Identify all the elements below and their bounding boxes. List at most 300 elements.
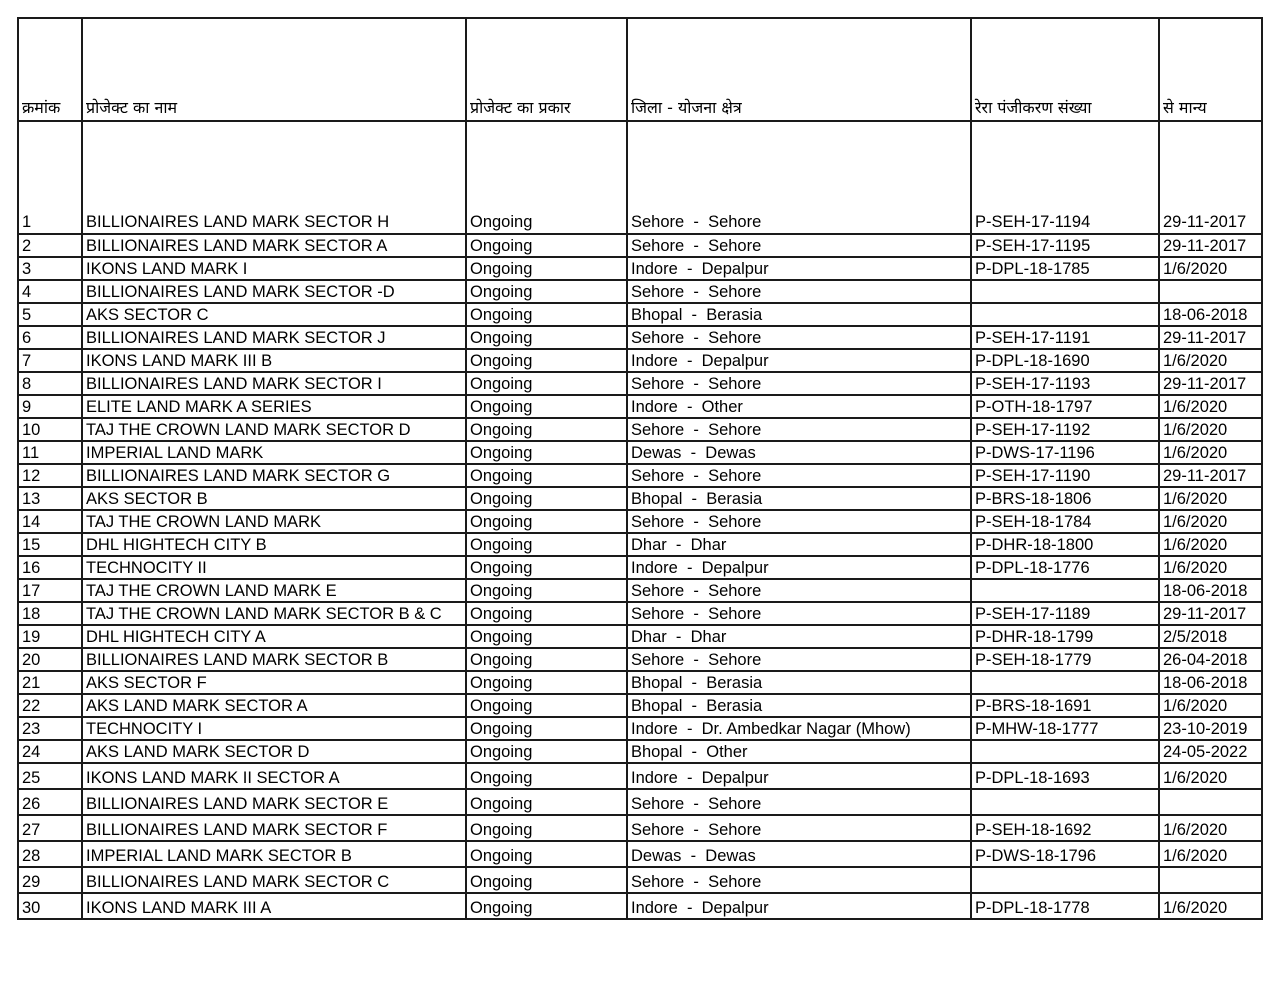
planning-area-name: Sehore (708, 513, 762, 531)
header-row (18, 18, 1262, 121)
cell-project-name: BILLIONAIRES LAND MARK SECTOR B (82, 648, 466, 671)
cell-valid-from: 29-11-2017 (1159, 234, 1262, 257)
table-row (18, 717, 1262, 740)
district-separator: - (666, 628, 691, 646)
district-name: Indore (631, 769, 678, 787)
planning-area-name: Depalpur (701, 769, 769, 787)
cell-district-area (627, 893, 971, 919)
table-row (18, 789, 1262, 815)
cell-rera-number: P-SEH-17-1193 (971, 372, 1159, 395)
cell-serial-no: 13 (18, 487, 82, 510)
district-separator: - (677, 398, 702, 416)
cell-valid-from: 1/6/2020 (1159, 533, 1262, 556)
district-separator: - (684, 821, 709, 839)
table-row (18, 510, 1262, 533)
cell-project-type: Ongoing (466, 418, 627, 441)
district-separator: - (677, 260, 702, 278)
cell-rera-number: P-MHW-18-1777 (971, 717, 1159, 740)
district-name: Bhopal (631, 743, 683, 761)
cell-rera-number: P-SEH-17-1192 (971, 418, 1159, 441)
planning-area-name: Sehore (708, 375, 762, 393)
cell-serial-no: 26 (18, 789, 82, 815)
cell-rera-number: P-SEH-17-1191 (971, 326, 1159, 349)
cell-rera-number (971, 579, 1159, 602)
cell-project-name: TAJ THE CROWN LAND MARK (82, 510, 466, 533)
cell-serial-no: 20 (18, 648, 82, 671)
district-name: Bhopal (631, 306, 683, 324)
table-row (18, 579, 1262, 602)
district-name: Sehore (631, 237, 685, 255)
cell-project-name: TAJ THE CROWN LAND MARK SECTOR D (82, 418, 466, 441)
cell-district-area (627, 789, 971, 815)
district-name: Sehore (631, 375, 685, 393)
cell-project-type: Ongoing (466, 280, 627, 303)
cell-project-type: Ongoing (466, 441, 627, 464)
cell-serial-no: 14 (18, 510, 82, 533)
district-separator: - (677, 352, 702, 370)
planning-area-name: Dewas (705, 444, 756, 462)
district-separator: - (682, 697, 707, 715)
district-name: Sehore (631, 582, 685, 600)
planning-area-name: Sehore (708, 467, 762, 485)
district-name: Sehore (631, 329, 685, 347)
header-project-type: प्रोजेक्ट का प्रकार (466, 18, 627, 121)
cell-valid-from: 1/6/2020 (1159, 395, 1262, 418)
table-row (18, 740, 1262, 763)
district-separator: - (684, 421, 709, 439)
cell-project-type: Ongoing (466, 893, 627, 919)
planning-area-name: Sehore (708, 582, 762, 600)
planning-area-name: Depalpur (701, 352, 769, 370)
planning-area-name: Berasia (706, 490, 763, 508)
cell-serial-no: 9 (18, 395, 82, 418)
cell-project-name: TAJ THE CROWN LAND MARK SECTOR B & C (82, 602, 466, 625)
district-separator: - (677, 720, 702, 738)
district-separator: - (684, 375, 709, 393)
cell-serial-no: 7 (18, 349, 82, 372)
cell-project-name: ELITE LAND MARK A SERIES (82, 395, 466, 418)
district-separator: - (684, 513, 709, 531)
cell-serial-no: 3 (18, 257, 82, 280)
planning-area-name: Other (701, 398, 743, 416)
cell-rera-number: P-SEH-17-1189 (971, 602, 1159, 625)
cell-project-type: Ongoing (466, 234, 627, 257)
header-district-area: जिला - योजना क्षेत्र (627, 18, 971, 121)
cell-valid-from: 1/6/2020 (1159, 441, 1262, 464)
cell-valid-from: 1/6/2020 (1159, 694, 1262, 717)
cell-serial-no: 16 (18, 556, 82, 579)
table-row (18, 121, 1262, 234)
cell-district-area (627, 464, 971, 487)
cell-project-type: Ongoing (466, 579, 627, 602)
cell-district-area (627, 717, 971, 740)
cell-serial-no: 5 (18, 303, 82, 326)
cell-project-name: IKONS LAND MARK III B (82, 349, 466, 372)
cell-serial-no: 1 (18, 121, 82, 234)
cell-valid-from: 18-06-2018 (1159, 303, 1262, 326)
cell-rera-number: P-DHR-18-1800 (971, 533, 1159, 556)
table-row (18, 694, 1262, 717)
cell-valid-from: 29-11-2017 (1159, 121, 1262, 234)
planning-area-name: Depalpur (701, 260, 769, 278)
cell-project-type: Ongoing (466, 602, 627, 625)
cell-project-type: Ongoing (466, 815, 627, 841)
cell-serial-no: 29 (18, 867, 82, 893)
cell-serial-no: 10 (18, 418, 82, 441)
district-separator: - (666, 536, 691, 554)
district-name: Indore (631, 398, 678, 416)
cell-project-name: IKONS LAND MARK III A (82, 893, 466, 919)
cell-district-area (627, 579, 971, 602)
cell-district-area (627, 418, 971, 441)
cell-project-type: Ongoing (466, 556, 627, 579)
cell-rera-number: P-DPL-18-1693 (971, 763, 1159, 789)
district-name: Indore (631, 352, 678, 370)
cell-project-name: TAJ THE CROWN LAND MARK E (82, 579, 466, 602)
cell-rera-number: P-DPL-18-1690 (971, 349, 1159, 372)
header-serial-no: क्रमांक (18, 18, 82, 121)
district-name: Sehore (631, 421, 685, 439)
cell-valid-from (1159, 280, 1262, 303)
cell-rera-number: P-SEH-18-1779 (971, 648, 1159, 671)
cell-serial-no: 8 (18, 372, 82, 395)
cell-project-name: IMPERIAL LAND MARK (82, 441, 466, 464)
table-row (18, 763, 1262, 789)
district-name: Dhar (631, 628, 667, 646)
cell-valid-from: 1/6/2020 (1159, 841, 1262, 867)
planning-area-name: Sehore (708, 283, 762, 301)
planning-area-name: Sehore (708, 795, 762, 813)
cell-rera-number (971, 789, 1159, 815)
cell-district-area (627, 280, 971, 303)
planning-area-name: Sehore (708, 873, 762, 891)
district-name: Dhar (631, 536, 667, 554)
cell-project-type: Ongoing (466, 349, 627, 372)
table-row (18, 815, 1262, 841)
cell-rera-number: P-BRS-18-1806 (971, 487, 1159, 510)
cell-serial-no: 6 (18, 326, 82, 349)
cell-project-name: BILLIONAIRES LAND MARK SECTOR -D (82, 280, 466, 303)
table-row (18, 257, 1262, 280)
cell-serial-no: 12 (18, 464, 82, 487)
cell-valid-from: 23-10-2019 (1159, 717, 1262, 740)
cell-project-name: IKONS LAND MARK I (82, 257, 466, 280)
district-name: Sehore (631, 513, 685, 531)
cell-valid-from (1159, 867, 1262, 893)
district-separator: - (682, 743, 707, 761)
district-name: Indore (631, 559, 678, 577)
cell-district-area (627, 349, 971, 372)
table-row (18, 280, 1262, 303)
cell-rera-number (971, 740, 1159, 763)
cell-rera-number: P-DPL-18-1776 (971, 556, 1159, 579)
cell-project-type: Ongoing (466, 303, 627, 326)
cell-project-type: Ongoing (466, 257, 627, 280)
cell-project-name: AKS SECTOR F (82, 671, 466, 694)
cell-rera-number (971, 867, 1159, 893)
district-name: Sehore (631, 651, 685, 669)
cell-valid-from: 26-04-2018 (1159, 648, 1262, 671)
cell-serial-no: 11 (18, 441, 82, 464)
cell-valid-from: 1/6/2020 (1159, 556, 1262, 579)
cell-serial-no: 25 (18, 763, 82, 789)
cell-valid-from: 1/6/2020 (1159, 510, 1262, 533)
table-row (18, 349, 1262, 372)
cell-project-name: IMPERIAL LAND MARK SECTOR B (82, 841, 466, 867)
district-separator: - (682, 674, 707, 692)
district-name: Sehore (631, 467, 685, 485)
table-row (18, 441, 1262, 464)
table-row (18, 303, 1262, 326)
cell-rera-number: P-SEH-17-1195 (971, 234, 1159, 257)
cell-serial-no: 18 (18, 602, 82, 625)
cell-rera-number: P-DWS-17-1196 (971, 441, 1159, 464)
cell-valid-from: 29-11-2017 (1159, 372, 1262, 395)
cell-valid-from: 18-06-2018 (1159, 579, 1262, 602)
district-name: Sehore (631, 283, 685, 301)
cell-project-name: DHL HIGHTECH CITY B (82, 533, 466, 556)
district-name: Sehore (631, 213, 685, 231)
cell-rera-number: P-DWS-18-1796 (971, 841, 1159, 867)
cell-valid-from: 2/5/2018 (1159, 625, 1262, 648)
table-row (18, 464, 1262, 487)
cell-project-type: Ongoing (466, 121, 627, 234)
planning-area-name: Sehore (708, 237, 762, 255)
district-separator: - (684, 213, 709, 231)
header-rera-number: रेरा पंजीकरण संख्या (971, 18, 1159, 121)
planning-area-name: Sehore (708, 651, 762, 669)
cell-serial-no: 24 (18, 740, 82, 763)
district-name: Sehore (631, 821, 685, 839)
planning-area-name: Berasia (706, 306, 763, 324)
cell-rera-number: P-SEH-17-1194 (971, 121, 1159, 234)
cell-project-name: BILLIONAIRES LAND MARK SECTOR H (82, 121, 466, 234)
cell-district-area (627, 815, 971, 841)
table-row (18, 867, 1262, 893)
cell-project-name: DHL HIGHTECH CITY A (82, 625, 466, 648)
planning-area-name: Sehore (708, 605, 762, 623)
cell-project-name: BILLIONAIRES LAND MARK SECTOR F (82, 815, 466, 841)
cell-project-name: TECHNOCITY I (82, 717, 466, 740)
cell-district-area (627, 694, 971, 717)
cell-district-area (627, 841, 971, 867)
cell-serial-no: 15 (18, 533, 82, 556)
district-separator: - (682, 490, 707, 508)
planning-area-name: Depalpur (701, 559, 769, 577)
table-row (18, 648, 1262, 671)
cell-project-type: Ongoing (466, 464, 627, 487)
cell-valid-from: 1/6/2020 (1159, 763, 1262, 789)
cell-rera-number: P-BRS-18-1691 (971, 694, 1159, 717)
cell-rera-number (971, 280, 1159, 303)
cell-serial-no: 23 (18, 717, 82, 740)
cell-valid-from: 24-05-2022 (1159, 740, 1262, 763)
planning-area-name: Berasia (706, 697, 763, 715)
table-row (18, 671, 1262, 694)
cell-project-type: Ongoing (466, 740, 627, 763)
planning-area-name: Sehore (708, 329, 762, 347)
cell-valid-from: 1/6/2020 (1159, 893, 1262, 919)
planning-area-name: Sehore (708, 421, 762, 439)
cell-valid-from: 29-11-2017 (1159, 602, 1262, 625)
district-separator: - (684, 795, 709, 813)
district-name: Bhopal (631, 674, 683, 692)
cell-district-area (627, 303, 971, 326)
table-row (18, 395, 1262, 418)
cell-district-area (627, 395, 971, 418)
district-separator: - (681, 444, 706, 462)
cell-rera-number: P-DPL-18-1778 (971, 893, 1159, 919)
planning-area-name: Depalpur (701, 899, 769, 917)
cell-district-area (627, 326, 971, 349)
district-name: Dewas (631, 847, 682, 865)
cell-project-type: Ongoing (466, 625, 627, 648)
cell-district-area (627, 763, 971, 789)
cell-valid-from: 1/6/2020 (1159, 257, 1262, 280)
cell-serial-no: 2 (18, 234, 82, 257)
district-name: Indore (631, 260, 678, 278)
cell-district-area (627, 257, 971, 280)
district-separator: - (684, 283, 709, 301)
cell-rera-number (971, 303, 1159, 326)
cell-district-area (627, 441, 971, 464)
cell-project-type: Ongoing (466, 841, 627, 867)
cell-district-area (627, 740, 971, 763)
cell-project-name: AKS SECTOR B (82, 487, 466, 510)
district-separator: - (684, 237, 709, 255)
cell-project-type: Ongoing (466, 717, 627, 740)
cell-project-name: BILLIONAIRES LAND MARK SECTOR E (82, 789, 466, 815)
cell-serial-no: 30 (18, 893, 82, 919)
cell-project-type: Ongoing (466, 326, 627, 349)
cell-project-name: BILLIONAIRES LAND MARK SECTOR J (82, 326, 466, 349)
cell-project-type: Ongoing (466, 763, 627, 789)
cell-district-area (627, 510, 971, 533)
district-name: Bhopal (631, 490, 683, 508)
rera-project-table (17, 17, 1263, 920)
table-row (18, 556, 1262, 579)
cell-district-area (627, 648, 971, 671)
cell-project-name: AKS SECTOR C (82, 303, 466, 326)
cell-rera-number: P-OTH-18-1797 (971, 395, 1159, 418)
planning-area-name: Sehore (708, 213, 762, 231)
planning-area-name: Dr. Ambedkar Nagar (Mhow) (701, 720, 911, 738)
cell-project-name: BILLIONAIRES LAND MARK SECTOR A (82, 234, 466, 257)
cell-project-name: AKS LAND MARK SECTOR A (82, 694, 466, 717)
table-row (18, 893, 1262, 919)
cell-project-type: Ongoing (466, 648, 627, 671)
cell-district-area (627, 556, 971, 579)
district-name: Sehore (631, 605, 685, 623)
planning-area-name: Dhar (690, 536, 727, 554)
cell-rera-number (971, 671, 1159, 694)
table-row (18, 234, 1262, 257)
table-row (18, 625, 1262, 648)
cell-district-area (627, 671, 971, 694)
cell-rera-number: P-DHR-18-1799 (971, 625, 1159, 648)
district-separator: - (684, 467, 709, 485)
cell-project-type: Ongoing (466, 372, 627, 395)
table-row (18, 841, 1262, 867)
cell-district-area (627, 234, 971, 257)
cell-serial-no: 28 (18, 841, 82, 867)
district-separator: - (684, 651, 709, 669)
cell-rera-number: P-SEH-17-1190 (971, 464, 1159, 487)
district-separator: - (682, 306, 707, 324)
cell-project-type: Ongoing (466, 789, 627, 815)
table-row (18, 533, 1262, 556)
district-name: Dewas (631, 444, 682, 462)
table-row (18, 326, 1262, 349)
district-name: Indore (631, 899, 678, 917)
cell-serial-no: 27 (18, 815, 82, 841)
cell-serial-no: 17 (18, 579, 82, 602)
table-row (18, 602, 1262, 625)
cell-district-area (627, 625, 971, 648)
district-separator: - (684, 582, 709, 600)
cell-project-name: IKONS LAND MARK II SECTOR A (82, 763, 466, 789)
cell-district-area (627, 867, 971, 893)
cell-serial-no: 19 (18, 625, 82, 648)
district-separator: - (684, 329, 709, 347)
table-row (18, 372, 1262, 395)
cell-valid-from: 1/6/2020 (1159, 815, 1262, 841)
district-separator: - (677, 899, 702, 917)
cell-project-type: Ongoing (466, 867, 627, 893)
cell-valid-from: 29-11-2017 (1159, 464, 1262, 487)
cell-district-area (627, 602, 971, 625)
cell-project-type: Ongoing (466, 487, 627, 510)
district-name: Sehore (631, 873, 685, 891)
district-separator: - (677, 769, 702, 787)
cell-rera-number: P-SEH-18-1692 (971, 815, 1159, 841)
district-name: Sehore (631, 795, 685, 813)
cell-valid-from (1159, 789, 1262, 815)
cell-rera-number: P-DPL-18-1785 (971, 257, 1159, 280)
cell-district-area (627, 372, 971, 395)
cell-valid-from: 29-11-2017 (1159, 326, 1262, 349)
cell-project-type: Ongoing (466, 694, 627, 717)
table-row (18, 418, 1262, 441)
cell-district-area (627, 533, 971, 556)
district-name: Indore (631, 720, 678, 738)
district-separator: - (677, 559, 702, 577)
planning-area-name: Dewas (705, 847, 756, 865)
planning-area-name: Berasia (706, 674, 763, 692)
cell-project-name: BILLIONAIRES LAND MARK SECTOR I (82, 372, 466, 395)
cell-district-area (627, 121, 971, 234)
cell-project-name: BILLIONAIRES LAND MARK SECTOR G (82, 464, 466, 487)
cell-valid-from: 1/6/2020 (1159, 418, 1262, 441)
cell-project-type: Ongoing (466, 510, 627, 533)
district-name: Bhopal (631, 697, 683, 715)
planning-area-name: Other (706, 743, 748, 761)
cell-serial-no: 21 (18, 671, 82, 694)
cell-project-type: Ongoing (466, 395, 627, 418)
planning-area-name: Sehore (708, 821, 762, 839)
cell-project-type: Ongoing (466, 671, 627, 694)
header-project-name: प्रोजेक्ट का नाम (82, 18, 466, 121)
district-separator: - (684, 605, 709, 623)
cell-project-name: BILLIONAIRES LAND MARK SECTOR C (82, 867, 466, 893)
cell-valid-from: 1/6/2020 (1159, 349, 1262, 372)
cell-valid-from: 18-06-2018 (1159, 671, 1262, 694)
cell-rera-number: P-SEH-18-1784 (971, 510, 1159, 533)
table-row (18, 487, 1262, 510)
cell-serial-no: 22 (18, 694, 82, 717)
cell-project-name: AKS LAND MARK SECTOR D (82, 740, 466, 763)
header-valid-from: से मान्य (1159, 18, 1262, 121)
